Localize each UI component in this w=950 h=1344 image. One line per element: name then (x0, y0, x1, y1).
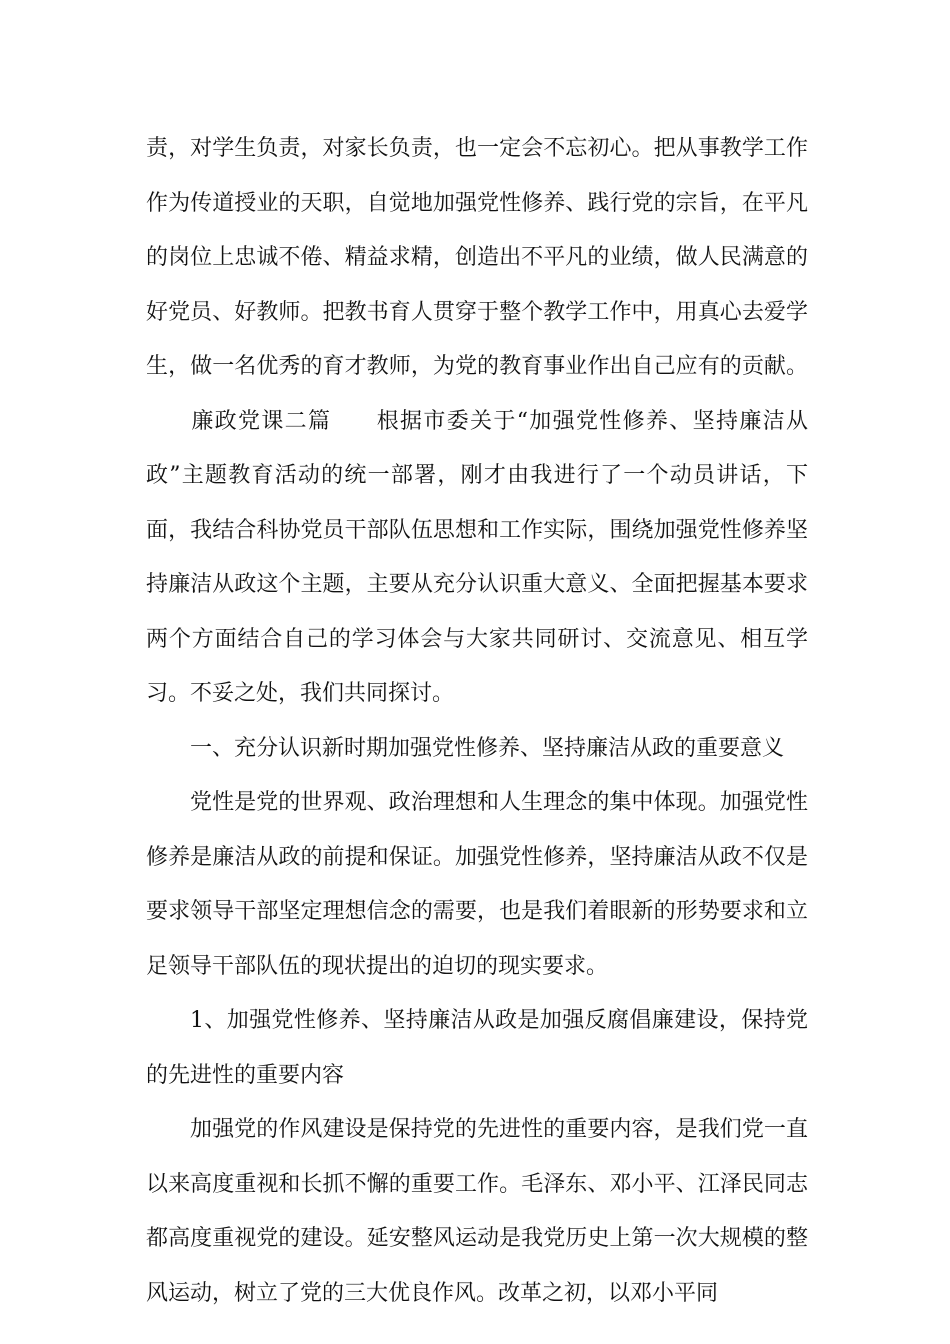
document-body (146, 122, 808, 1321)
section-title: 廉政党课二篇 (190, 408, 332, 434)
continuation-paragraph (146, 122, 808, 722)
paragraph-1: 党性是党的世界观、政治理想和人生理念的集中体现。加强党性修养是廉洁从政的前提和保证。加强党性修养，坚持廉洁从政不仅是要求领导干部坚定理想信念的需要，也是我们着眼新的形势要求和立足领导干部队伍的现状提出的迫切的现实要求。 (146, 790, 808, 979)
continuation-text: 责，对学生负责，对家长负责，也一定会不忘初心。把从事教学工作作为传道授业的天职，自觉地加强党性修养、践行党的宗旨，在平凡的岗位上忠诚不倦、精益求精，创造出不平凡的业绩，做人民满意的好党员、好教师。把教书育人贯穿于整个教学工作中，用真心去爱学生，做一名优秀的育才教师，为党的教育事业作出自己应有的贡献。 (146, 136, 808, 379)
paragraph-2: 加强党的作风建设是保持党的先进性的重要内容，是我们党一直以来高度重视和长抓不懈的重要工作。毛泽东、邓小平、江泽民同志都高度重视党的建设。延安整风运动是我党历史上第一次大规模的整风运动，树立了党的三大优良作风。改革之初，以邓小平同 (146, 1117, 808, 1306)
intro-text: 根据市委关于“加强党性修养、坚持廉洁从政”主题教育活动的统一部署，刚才由我进行了一个动员讲话，下面，我结合科协党员干部队伍思想和工作实际，围绕加强党性修养坚持廉洁从政这个主题，主要从充分认识重大意义、全面把握基本要求两个方面结合自己的学习体会与大家共同研讨、交流意见、相互学习。不妥之处，我们共同探讨。 (146, 408, 808, 706)
subheading-1: 1、加强党性修养、坚持廉洁从政是加强反腐倡廉建设，保持党的先进性的重要内容 (146, 1008, 808, 1088)
heading-1: 一、充分认识新时期加强党性修养、坚持廉洁从政的重要意义 (190, 735, 785, 761)
